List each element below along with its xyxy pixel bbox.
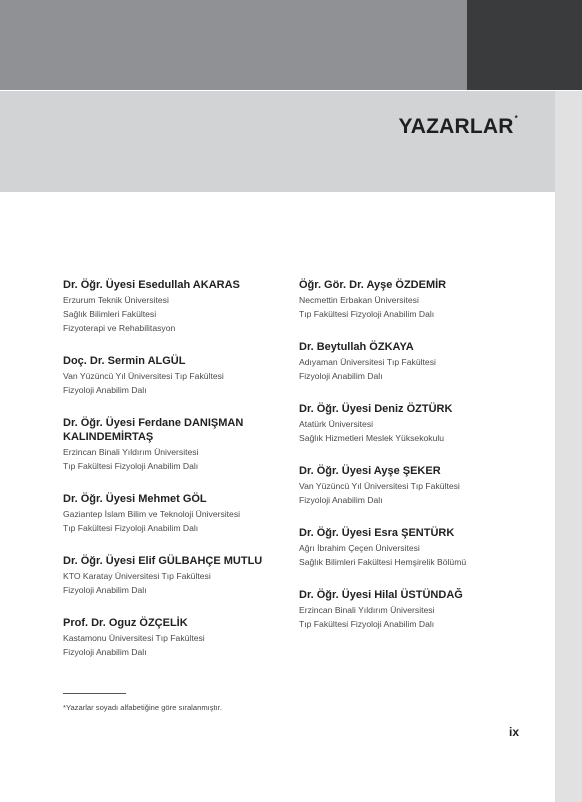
author-affiliation: Ağrı İbrahim Çeçen Üniversitesi xyxy=(299,543,420,553)
author-affiliation: KTO Karatay Üniversitesi Tıp Fakültesi xyxy=(63,571,211,581)
authors-column-right xyxy=(299,278,549,650)
author-affiliation: Tıp Fakültesi Fizyoloji Anabilim Dalı xyxy=(299,619,435,629)
author-entry xyxy=(299,340,549,383)
author-affiliation: Fizyoloji Anabilim Dalı xyxy=(299,495,383,505)
author-affiliation: Erzincan Binali Yıldırım Üniversitesi xyxy=(63,447,199,457)
footnote: *Yazarlar soyadı alfabetiğine göre sıralanmıştır. xyxy=(63,703,222,712)
page-title xyxy=(399,115,519,139)
author-name: Dr. Beytullah ÖZKAYA xyxy=(299,341,414,353)
author-name: Dr. Öğr. Üyesi Elif GÜLBAHÇE MUTLU xyxy=(63,555,263,567)
footnote-rule xyxy=(63,693,126,694)
author-entry xyxy=(299,402,549,445)
author-name: Dr. Öğr. Üyesi Deniz ÖZTÜRK xyxy=(299,403,453,415)
page-number: ix xyxy=(509,725,520,739)
author-entry xyxy=(299,464,549,507)
author-affiliation: Sağlık Hizmetleri Meslek Yüksekokulu xyxy=(299,433,445,443)
author-affiliation: Necmettin Erbakan Üniversitesi xyxy=(299,295,419,305)
author-affiliation: Fizyoloji Anabilim Dalı xyxy=(299,371,383,381)
author-entry xyxy=(299,588,549,631)
author-affiliation: Kastamonu Üniversitesi Tıp Fakültesi xyxy=(63,633,205,643)
title-footnote-marker: * xyxy=(514,114,518,123)
author-affiliation: Fizyoloji Anabilim Dalı xyxy=(63,385,147,395)
author-affiliation: Adıyaman Üniversitesi Tıp Fakültesi xyxy=(299,357,436,367)
header-corner-block xyxy=(467,0,582,90)
author-affiliation: Tıp Fakültesi Fizyoloji Anabilim Dalı xyxy=(63,461,199,471)
author-entry xyxy=(63,354,288,397)
author-affiliation: Van Yüzüncü Yıl Üniversitesi Tıp Fakültesi xyxy=(63,371,224,381)
author-name: Dr. Öğr. Üyesi Ayşe ŞEKER xyxy=(299,465,441,477)
author-affiliation: Sağlık Bilimleri Fakültesi Hemşirelik Bölümü xyxy=(299,557,467,567)
author-entry xyxy=(299,526,549,569)
author-affiliation: Atatürk Üniversitesi xyxy=(299,419,374,429)
author-affiliation: Fizyoterapi ve Rehabilitasyon xyxy=(63,323,176,333)
author-affiliation: Erzincan Binali Yıldırım Üniversitesi xyxy=(299,605,435,615)
author-entry xyxy=(63,554,288,597)
author-affiliation: Fizyoloji Anabilim Dalı xyxy=(63,647,147,657)
author-entry xyxy=(63,616,288,659)
author-name: Dr. Öğr. Üyesi Esedullah AKARAS xyxy=(63,279,240,291)
author-entry xyxy=(63,278,288,335)
author-name: Dr. Öğr. Üyesi Mehmet GÖL xyxy=(63,493,207,505)
author-affiliation: Gaziantep İslam Bilim ve Teknoloji Üniversitesi xyxy=(63,509,241,519)
author-name: Öğr. Gör. Dr. Ayşe ÖZDEMİR xyxy=(299,279,447,291)
author-affiliation: Tıp Fakültesi Fizyoloji Anabilim Dalı xyxy=(299,309,435,319)
author-affiliation: Erzurum Teknik Üniversitesi xyxy=(63,295,169,305)
author-name: Dr. Öğr. Üyesi Hilal ÜSTÜNDAĞ xyxy=(299,589,463,601)
author-entry xyxy=(63,416,288,473)
author-name: Doç. Dr. Sermin ALGÜL xyxy=(63,355,186,367)
authors-column-left xyxy=(63,278,288,678)
author-affiliation: Van Yüzüncü Yıl Üniversitesi Tıp Fakültesi xyxy=(299,481,460,491)
author-affiliation: Fizyoloji Anabilim Dalı xyxy=(63,585,147,595)
author-affiliation: Sağlık Bilimleri Fakültesi xyxy=(63,309,157,319)
title-band xyxy=(0,91,555,192)
author-entry xyxy=(299,278,549,321)
author-entry xyxy=(63,492,288,535)
page-edge-strip xyxy=(555,91,582,802)
author-name: Prof. Dr. Oguz ÖZÇELİK xyxy=(63,617,188,629)
author-affiliation: Tıp Fakültesi Fizyoloji Anabilim Dalı xyxy=(63,523,199,533)
author-name: Dr. Öğr. Üyesi Esra ŞENTÜRK xyxy=(299,527,455,539)
page-title-text: YAZARLAR xyxy=(398,115,514,138)
author-name: Dr. Öğr. Üyesi Ferdane DANIŞMAN KALINDEMİRTAŞ xyxy=(63,417,244,443)
